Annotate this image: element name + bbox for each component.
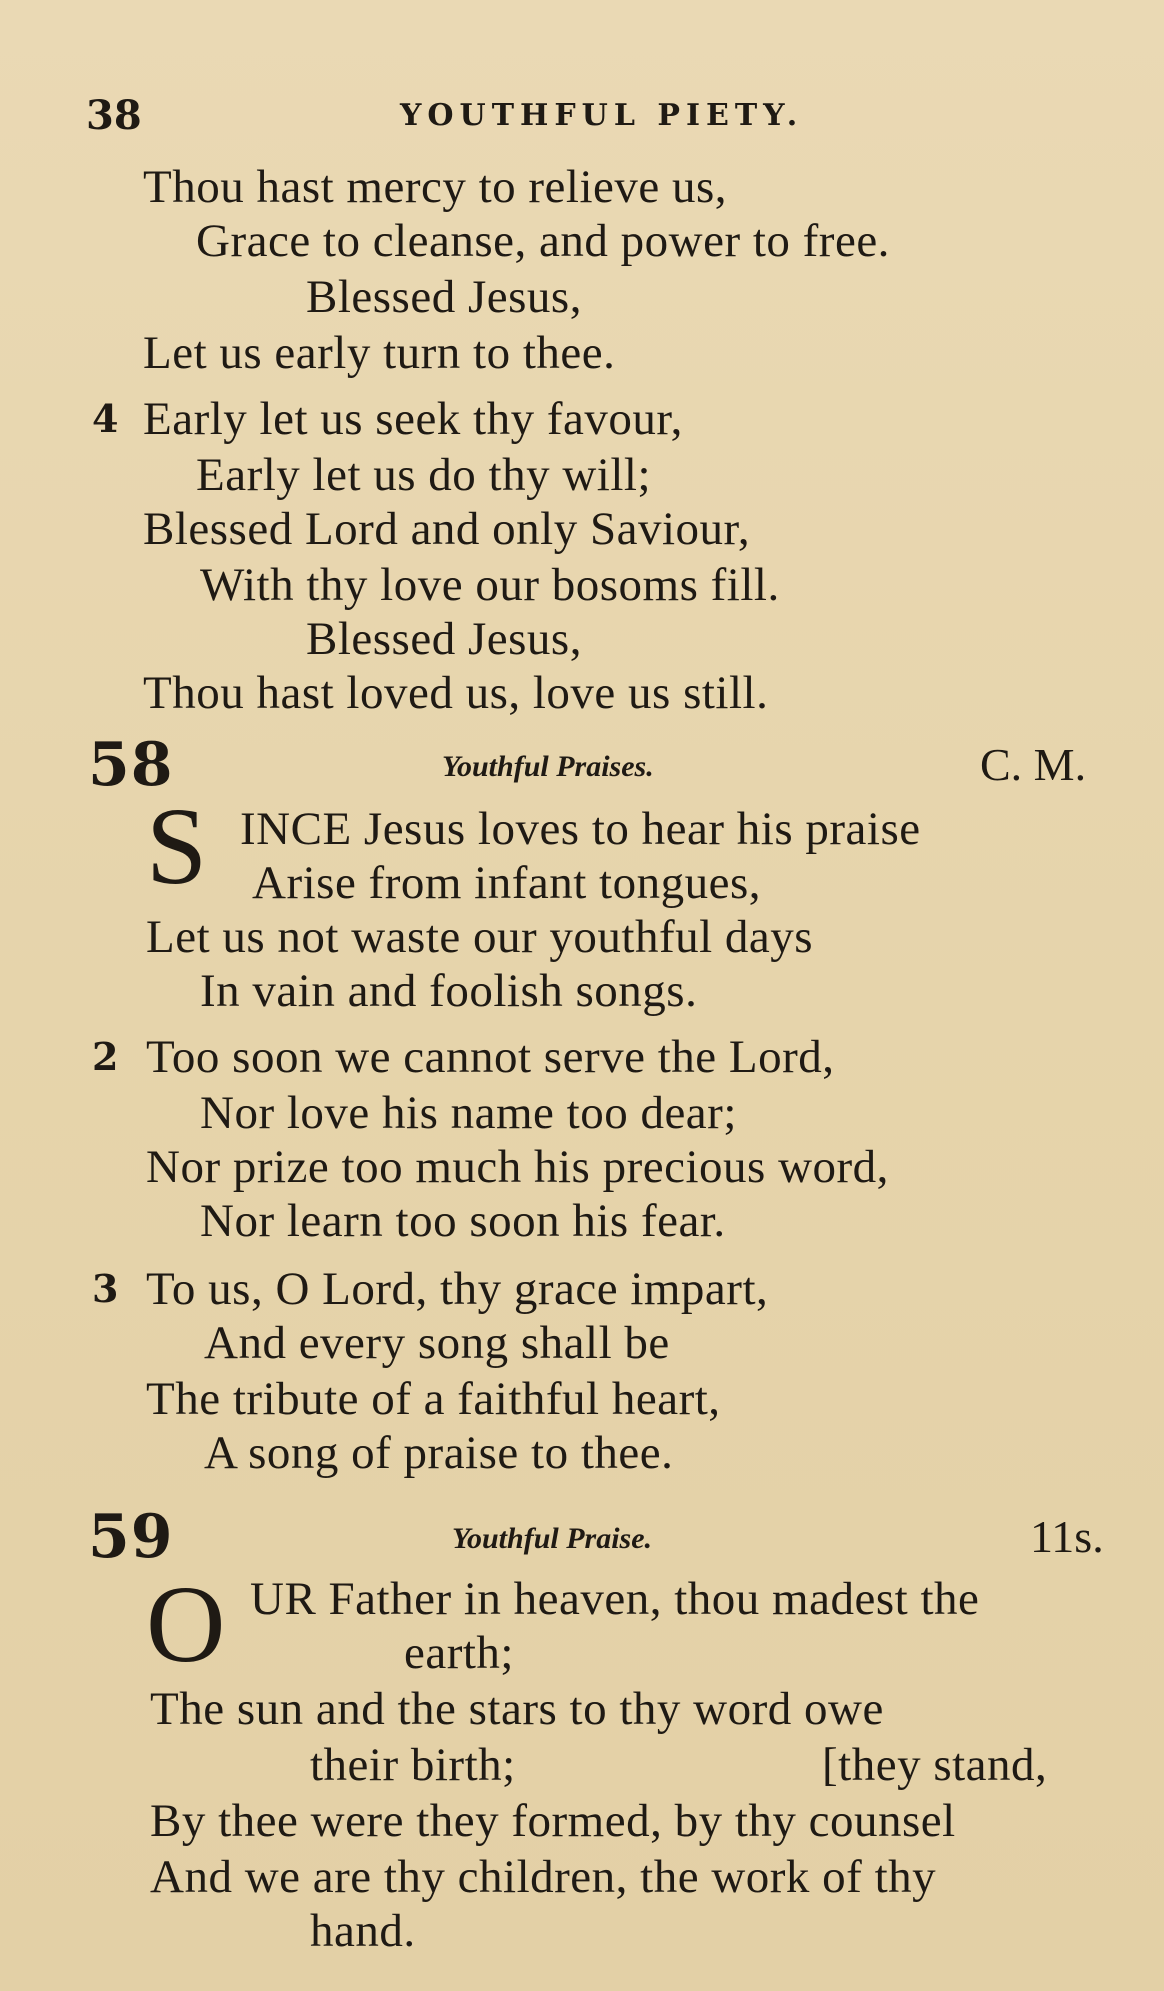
verse-line: Grace to cleanse, and power to free. xyxy=(196,215,890,267)
verse-line: Let us early turn to thee. xyxy=(143,327,616,379)
verse-line: hand. xyxy=(310,1905,416,1957)
verse-line: And we are thy children, the work of thy xyxy=(150,1851,937,1903)
verse-line: Thou hast mercy to relieve us, xyxy=(143,161,728,213)
hymn-number: 58 xyxy=(88,730,174,800)
verse-line: Early let us seek thy favour, xyxy=(143,393,683,445)
verse-line: With thy love our bosoms fill. xyxy=(200,559,780,611)
verse-turnover: [they stand, xyxy=(822,1739,1048,1791)
verse-line: UR Father in heaven, thou madest the xyxy=(250,1573,980,1625)
verse-line: INCE Jesus loves to hear his praise xyxy=(240,803,921,855)
drop-cap: O xyxy=(146,1563,226,1685)
hymn-meter: 11s. xyxy=(1030,1511,1104,1562)
verse-line: Nor love his name too dear; xyxy=(200,1087,737,1139)
verse-line: Thou hast loved us, love us still. xyxy=(143,667,769,719)
verse-line: The sun and the stars to thy word owe xyxy=(150,1683,884,1735)
verse-line: their birth; xyxy=(310,1739,516,1791)
verse-line: To us, O Lord, thy grace impart, xyxy=(146,1263,769,1315)
verse-line: Nor prize too much his precious word, xyxy=(146,1141,889,1193)
verse-line: Nor learn too soon his fear. xyxy=(200,1195,726,1247)
verse-line: Let us not waste our youthful days xyxy=(146,911,814,963)
verse-line: By thee were they formed, by thy counsel xyxy=(150,1795,956,1847)
verse-line: Blessed Jesus, xyxy=(306,271,582,323)
drop-cap: S xyxy=(146,785,208,907)
page-number: 38 xyxy=(86,92,142,139)
verse-number: 2 xyxy=(92,1034,119,1079)
verse-line: Blessed Lord and only Saviour, xyxy=(143,503,751,555)
verse-number: 4 xyxy=(92,396,119,441)
hymn-meter: C. M. xyxy=(980,739,1087,790)
verse-line: A song of praise to thee. xyxy=(204,1427,674,1479)
hymn-title: Youthful Praises. xyxy=(442,750,654,783)
verse-line: Early let us do thy will; xyxy=(196,449,652,501)
verse-line: The tribute of a faithful heart, xyxy=(146,1373,721,1425)
verse-line: Too soon we cannot serve the Lord, xyxy=(146,1031,835,1083)
verse-line: earth; xyxy=(404,1627,514,1679)
hymn-number: 59 xyxy=(88,1502,174,1572)
running-title: YOUTHFUL PIETY. xyxy=(400,98,804,133)
verse-line: Arise from infant tongues, xyxy=(252,857,762,909)
verse-line: And every song shall be xyxy=(204,1317,670,1369)
verse-line: Blessed Jesus, xyxy=(306,613,582,665)
verse-line: In vain and foolish songs. xyxy=(200,965,698,1017)
hymn-title: Youthful Praise. xyxy=(452,1522,653,1555)
verse-number: 3 xyxy=(92,1266,119,1311)
